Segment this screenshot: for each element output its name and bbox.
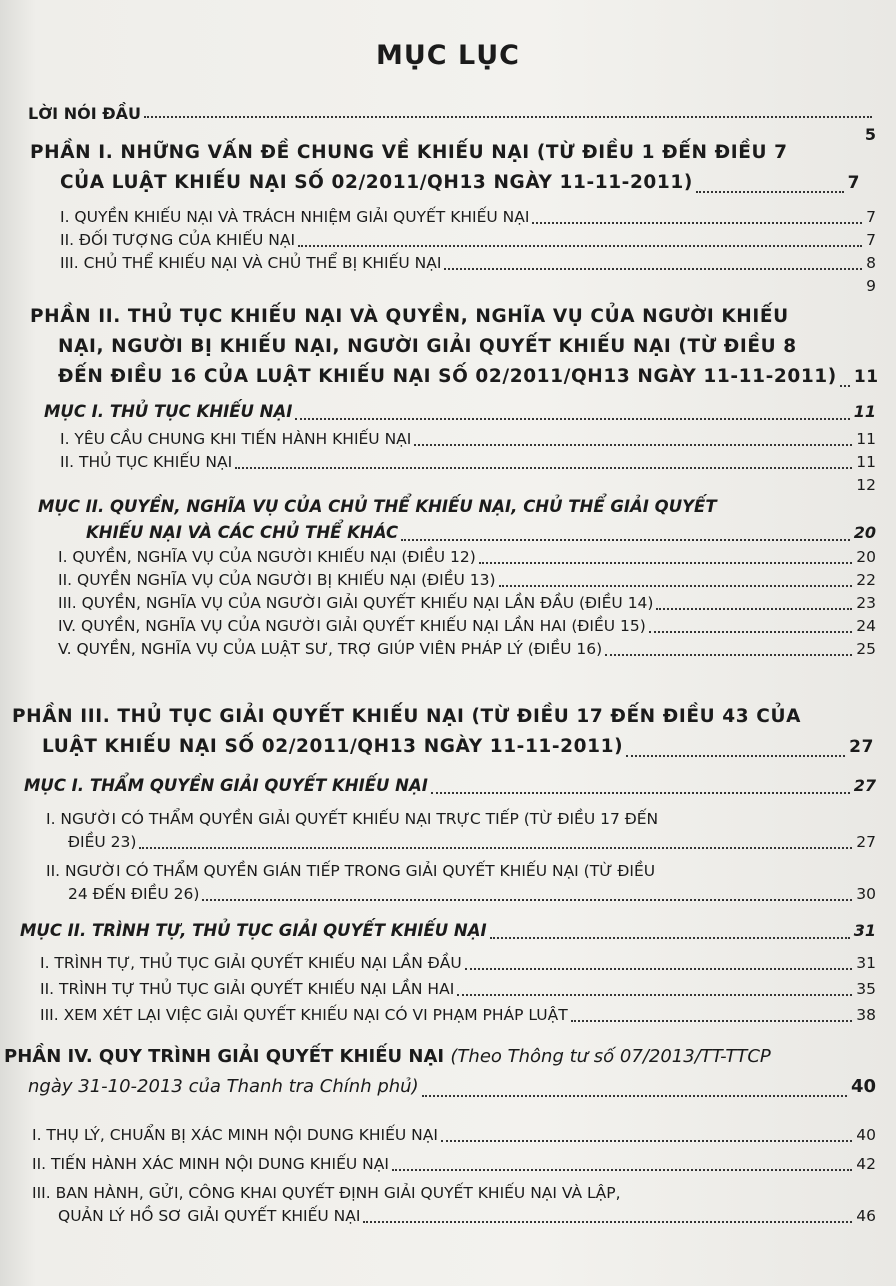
toc-item-label: III. QUYỀN, NGHĨA VỤ CỦA NGƯỜI GIẢI QUYẾT KHIẾU NẠI LẦN ĐẦU (ĐIỀU 14): [58, 594, 654, 612]
page-number: 42: [856, 1155, 876, 1173]
page-number: 11: [856, 453, 876, 471]
toc-item-label: I. TRÌNH TỰ, THỦ TỤC GIẢI QUYẾT KHIẾU NẠI LẦN ĐẦU: [40, 954, 462, 972]
toc-item[interactable]: [60, 206, 876, 229]
leader-dots: [444, 268, 862, 270]
leader-dots: [401, 539, 850, 541]
part-heading-line: PHẦN III. THỦ TỤC GIẢI QUYẾT KHIẾU NẠI (TỪ ĐIỀU 17 ĐẾN ĐIỀU 43 CỦA: [12, 706, 801, 727]
toc-item-label: II. THỦ TỤC KHIẾU NẠI: [60, 453, 233, 471]
leader-dots: [457, 994, 852, 996]
part-heading-line: ĐẾN ĐIỀU 16 CỦA LUẬT KHIẾU NẠI SỐ 02/2011/QH13 NGÀY 11-11-2011): [58, 366, 837, 387]
page-number: 23: [856, 594, 876, 612]
page-number: 46: [856, 1207, 876, 1225]
page-number: 25: [856, 640, 876, 658]
toc-item[interactable]: [60, 275, 876, 298]
page-number: 11: [856, 430, 876, 448]
toc-item-label: V. QUYỀN, NGHĨA VỤ CỦA LUẬT SƯ, TRỢ GIÚP VIÊN PHÁP LÝ (ĐIỀU 16): [58, 640, 603, 658]
page-number: 27: [853, 776, 876, 795]
toc-item[interactable]: [32, 1153, 876, 1176]
page-number: 31: [853, 921, 876, 940]
page-number: 20: [853, 523, 876, 542]
page-number: 12: [856, 476, 876, 494]
toc-item-label: I. THỤ LÝ, CHUẨN BỊ XÁC MINH NỘI DUNG KHIẾU NẠI: [32, 1126, 438, 1144]
leader-dots: [422, 1095, 847, 1097]
leader-dots: [139, 847, 852, 849]
toc-item[interactable]: [32, 1124, 876, 1147]
part-heading-line: PHẦN IV. QUY TRÌNH GIẢI QUYẾT KHIẾU NẠI: [4, 1046, 445, 1067]
toc-item[interactable]: [46, 808, 876, 854]
leader-dots: [656, 608, 852, 610]
page-number: 8: [866, 254, 876, 272]
part-heading-note: ngày 31-10-2013 của Thanh tra Chính phủ): [28, 1076, 419, 1097]
leader-dots: [649, 631, 852, 633]
toc-item-label: II. QUYỀN NGHĨA VỤ CỦA NGƯỜI BỊ KHIẾU NẠI (ĐIỀU 13): [58, 571, 496, 589]
section-heading: MỤC II. QUYỀN, NGHĨA VỤ CỦA CHỦ THỂ KHIẾU NẠI, CHỦ THỂ GIẢI QUYẾT: [38, 497, 717, 516]
toc-item[interactable]: [40, 1004, 876, 1027]
page-number: 22: [856, 571, 876, 589]
part-heading-line: PHẦN I. NHỮNG VẤN ĐỀ CHUNG VỀ KHIẾU NẠI (TỪ ĐIỀU 1 ĐẾN ĐIỀU 7: [30, 142, 788, 163]
leader-dots: [144, 116, 872, 118]
toc-part-1-items: [60, 206, 876, 298]
page-number: 35: [856, 980, 876, 998]
leader-dots: [298, 245, 862, 247]
part-heading-line: PHẦN II. THỦ TỤC KHIẾU NẠI VÀ QUYỀN, NGHĨA VỤ CỦA NGƯỜI KHIẾU: [30, 306, 789, 327]
part-heading-line: LUẬT KHIẾU NẠI SỐ 02/2011/QH13 NGÀY 11-11-2011): [42, 736, 624, 757]
toc-section-3-2[interactable]: [20, 918, 876, 944]
part-heading-line: NẠI, NGƯỜI BỊ KHIẾU NẠI, NGƯỜI GIẢI QUYẾT KHIẾU NẠI (TỪ ĐIỀU 8: [58, 336, 797, 357]
leader-dots: [532, 222, 862, 224]
page-number: 5: [864, 125, 876, 144]
leader-dots: [696, 191, 844, 193]
toc-item-label: 24 ĐẾN ĐIỀU 26): [68, 885, 200, 903]
toc-part-4[interactable]: [4, 1042, 876, 1102]
toc-item[interactable]: [40, 978, 876, 1001]
page-number: 27: [856, 833, 876, 851]
page-number: 40: [856, 1126, 876, 1144]
toc-item[interactable]: [58, 592, 876, 615]
page-number: 7: [866, 231, 876, 249]
leader-dots: [499, 585, 853, 587]
toc-item-label: II. TIẾN HÀNH XÁC MINH NỘI DUNG KHIẾU NẠI: [32, 1155, 389, 1173]
toc-item[interactable]: [60, 252, 876, 275]
toc-section-2-2-items: [58, 546, 876, 661]
toc-item[interactable]: [60, 451, 876, 474]
toc-entry-label: LỜI NÓI ĐẦU: [28, 104, 141, 123]
leader-dots: [626, 755, 845, 757]
section-heading: MỤC I. THỦ TỤC KHIẾU NẠI: [44, 402, 293, 421]
toc-item-label: III. CHỦ THỂ KHIẾU NẠI VÀ CHỦ THỂ BỊ KHIẾU NẠI: [60, 254, 442, 272]
toc-section-2-1-items: [60, 428, 876, 497]
page-number: 7: [847, 173, 860, 193]
page-number: 20: [856, 548, 876, 566]
page-title: MỤC LỤC: [376, 40, 520, 71]
leader-dots: [840, 385, 850, 387]
toc-item-label: IV. QUYỀN, NGHĨA VỤ CỦA NGƯỜI GIẢI QUYẾT KHIẾU NẠI LẦN HAI (ĐIỀU 15): [58, 617, 646, 635]
leader-dots: [202, 899, 852, 901]
toc-item[interactable]: [60, 229, 876, 252]
leader-dots: [392, 1169, 852, 1171]
page-number: 11: [853, 402, 876, 421]
leader-dots: [414, 444, 852, 446]
toc-item[interactable]: [58, 638, 876, 661]
leader-dots: [605, 654, 852, 656]
toc-item-label: I. QUYỀN, NGHĨA VỤ CỦA NGƯỜI KHIẾU NẠI (ĐIỀU 12): [58, 548, 476, 566]
toc-section-2-1[interactable]: [44, 399, 876, 425]
toc-item-label: III. BAN HÀNH, GỬI, CÔNG KHAI QUYẾT ĐỊNH GIẢI QUYẾT KHIẾU NẠI VÀ LẬP,: [32, 1184, 621, 1202]
toc-item-label: II. ĐỐI TƯỢNG CỦA KHIẾU NẠI: [60, 231, 296, 249]
section-heading: MỤC I. THẨM QUYỀN GIẢI QUYẾT KHIẾU NẠI: [24, 776, 428, 795]
leader-dots: [490, 937, 850, 939]
toc-item-label: I. QUYỀN KHIẾU NẠI VÀ TRÁCH NHIỆM GIẢI QUYẾT KHIẾU NẠI: [60, 208, 530, 226]
toc-section-3-1[interactable]: [24, 773, 876, 799]
page-number: 31: [856, 954, 876, 972]
toc-item-label: I. YÊU CẦU CHUNG KHI TIẾN HÀNH KHIẾU NẠI: [60, 430, 412, 448]
page-number: 11: [853, 367, 879, 387]
page-number: 27: [849, 737, 874, 757]
section-heading: MỤC II. TRÌNH TỰ, THỦ TỤC GIẢI QUYẾT KHIẾU NẠI: [20, 921, 487, 940]
toc-part-2[interactable]: [30, 302, 879, 392]
toc-part-4-items: [32, 1124, 876, 1228]
toc-part-1[interactable]: [30, 138, 860, 198]
leader-dots: [441, 1140, 852, 1142]
toc-section-3-1-items: [46, 808, 876, 906]
page-number: 38: [856, 1006, 876, 1024]
toc-part-3[interactable]: [12, 702, 874, 762]
toc-item[interactable]: [58, 615, 876, 638]
page-number: 24: [856, 617, 876, 635]
toc-item-label: ĐIỀU 23): [68, 833, 137, 851]
part-heading-note: (Theo Thông tư số 07/2013/TT-TTCP: [450, 1046, 771, 1067]
leader-dots: [235, 467, 852, 469]
section-heading: KHIẾU NẠI VÀ CÁC CHỦ THỂ KHÁC: [86, 523, 399, 542]
toc-item[interactable]: [46, 860, 876, 906]
leader-dots: [465, 968, 853, 970]
toc-item-label: III. XEM XÉT LẠI VIỆC GIẢI QUYẾT KHIẾU NẠI CÓ VI PHẠM PHÁP LUẬT: [40, 1006, 568, 1024]
toc-item[interactable]: [60, 428, 876, 451]
leader-dots: [431, 792, 850, 794]
toc-item[interactable]: [58, 546, 876, 569]
toc-item-label: II. NGƯỜI CÓ THẨM QUYỀN GIÁN TIẾP TRONG GIẢI QUYẾT KHIẾU NẠI (TỪ ĐIỀU: [46, 862, 656, 880]
page-number: 7: [866, 208, 876, 226]
leader-dots: [571, 1020, 853, 1022]
toc-item-label: I. NGƯỜI CÓ THẨM QUYỀN GIẢI QUYẾT KHIẾU NẠI TRỰC TIẾP (TỪ ĐIỀU 17 ĐẾN: [46, 810, 659, 828]
leader-dots: [479, 562, 852, 564]
leader-dots: [295, 418, 849, 420]
toc-section-2-2[interactable]: [38, 494, 876, 546]
toc-item[interactable]: [58, 569, 876, 592]
toc-item-label: II. TRÌNH TỰ THỦ TỤC GIẢI QUYẾT KHIẾU NẠI LẦN HAI: [40, 980, 455, 998]
toc-item[interactable]: [32, 1182, 876, 1228]
page-number: 40: [850, 1076, 876, 1097]
toc-item[interactable]: [40, 952, 876, 975]
page-number: 9: [866, 277, 876, 295]
page-number: 30: [856, 885, 876, 903]
toc-item-label: QUẢN LÝ HỒ SƠ GIẢI QUYẾT KHIẾU NẠI: [58, 1207, 361, 1225]
part-heading-line: CỦA LUẬT KHIẾU NẠI SỐ 02/2011/QH13 NGÀY 11-11-2011): [60, 172, 693, 193]
toc-section-3-2-items: [40, 952, 876, 1027]
leader-dots: [363, 1221, 852, 1223]
